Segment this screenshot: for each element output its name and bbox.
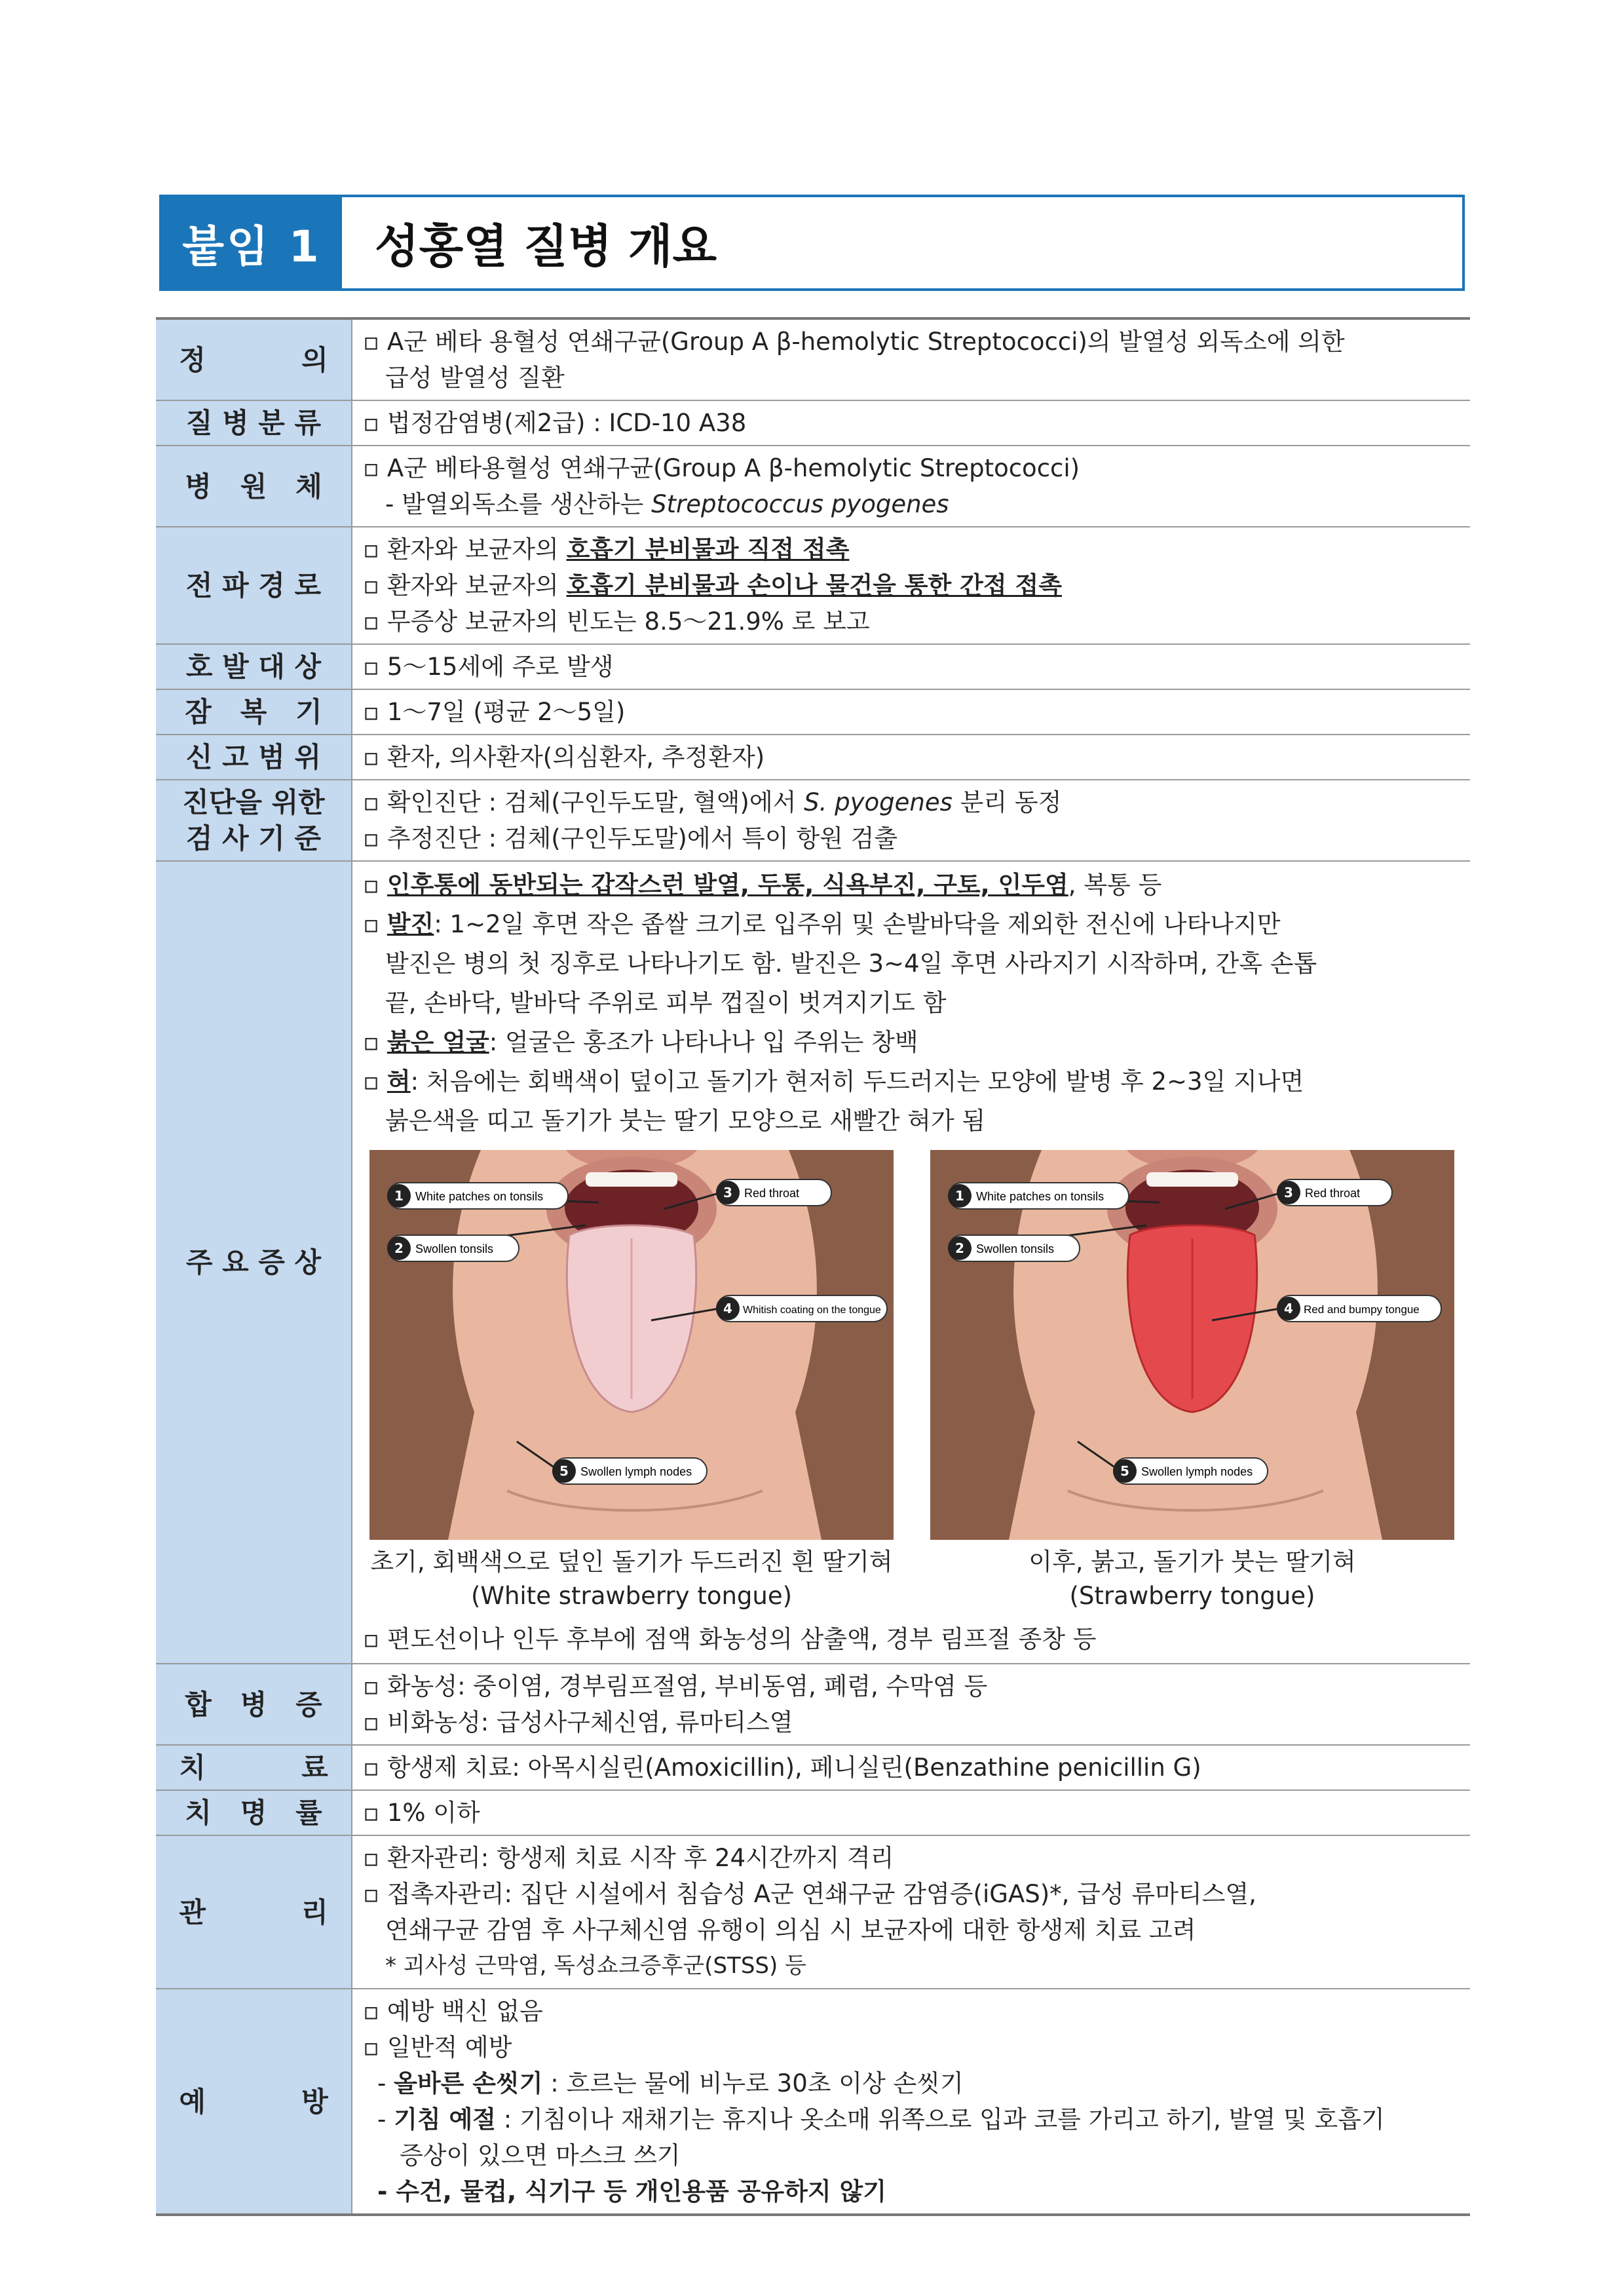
label-management: 관 리 — [156, 1835, 352, 1989]
row-complications — [156, 1664, 1470, 1745]
svg-text:1: 1 — [955, 1188, 964, 1204]
attachment-badge: 붙임 1 — [162, 197, 342, 288]
label-symptoms: 주 요 증 상 — [156, 861, 352, 1664]
prevention-line-2: ▫ 일반적 예방 — [363, 2033, 512, 2061]
svg-text:Swollen tonsils: Swollen tonsils — [976, 1242, 1055, 1255]
svg-text:Red throat: Red throat — [1305, 1187, 1361, 1200]
caption-right-2: (Strawberry tongue) — [1069, 1582, 1315, 1610]
row-transmission — [156, 527, 1470, 644]
svg-text:Red throat: Red throat — [744, 1187, 800, 1200]
svg-text:5: 5 — [559, 1463, 569, 1479]
callout-3 — [1277, 1179, 1392, 1206]
label-diagnosis: 진단을 위한 검 사 기 준 — [156, 780, 352, 861]
prevention-line-4: - 기침 예절 : 기침이나 재채기는 휴지나 옷소매 위쪽으로 입과 코를 가리고 하기, 발열 및 호흡기 — [377, 2105, 1385, 2133]
symptom-2: ▫ 발진: 1~2일 후면 작은 좁쌀 크기로 입주위 및 손발바닥을 제외한 전신에 나타나지만 — [363, 910, 1281, 938]
callout-2 — [948, 1235, 1080, 1261]
label-pathogen: 병 원 체 — [156, 446, 352, 527]
symptom-3: ▫ 붉은 얼굴: 얼굴은 홍조가 나타나나 입 주위는 창백 — [363, 1028, 918, 1056]
label-definition: 정 의 — [156, 318, 352, 400]
definition-line-1: ▫ A군 베타 용혈성 연쇄구균(Group A β-hemolytic Streptococci)의 발열성 외독소에 의한 — [363, 328, 1345, 356]
svg-text:White patches on tonsils: White patches on tonsils — [415, 1190, 544, 1203]
svg-text:1: 1 — [394, 1188, 404, 1204]
management-line-2: ▫ 접촉자관리: 집단 시설에서 침습성 A군 연쇄구균 감염증(iGAS)*, 급성 류마티스열, — [363, 1880, 1256, 1908]
label-fatality: 치 명 률 — [156, 1790, 352, 1835]
callout-5 — [1113, 1458, 1268, 1484]
transmission-line-2: ▫ 환자와 보균자의 호흡기 분비물과 손이나 물건을 통한 간접 접촉 — [363, 571, 1062, 600]
indirect-contact-text: 호흡기 분비물과 손이나 물건을 통한 간접 접촉 — [566, 571, 1062, 600]
svg-text:Swollen lymph nodes: Swollen lymph nodes — [1141, 1465, 1253, 1478]
row-diagnosis — [156, 780, 1470, 861]
row-prevention — [156, 1989, 1470, 2215]
row-management — [156, 1835, 1470, 1989]
svg-text:Swollen lymph nodes: Swollen lymph nodes — [580, 1465, 692, 1478]
prevention-line-5: 증상이 있으면 마스크 쓰기 — [400, 2141, 681, 2170]
caption-left-2: (White strawberry tongue) — [470, 1582, 793, 1610]
svg-text:Swollen tonsils: Swollen tonsils — [415, 1242, 494, 1255]
fatality-line: ▫ 1% 이하 — [363, 1799, 480, 1827]
transmission-line-3: ▫ 무증상 보균자의 빈도는 8.5～21.9% 로 보고 — [363, 607, 870, 636]
symptom-2-cont-1: 발진은 병의 첫 징후로 나타나기도 함. 발진은 3~4일 후면 사라지기 시작하며, 간혹 손톱 — [385, 949, 1317, 978]
svg-text:White patches on tonsils: White patches on tonsils — [976, 1190, 1105, 1203]
svg-text:3: 3 — [723, 1185, 732, 1200]
callout-4 — [716, 1295, 887, 1322]
callout-3 — [716, 1179, 831, 1206]
caption-right-1: 이후, 붉고, 돌기가 붓는 딸기혀 — [1029, 1548, 1356, 1576]
complications-line-2: ▫ 비화농성: 급성사구체신염, 류마티스열 — [363, 1708, 793, 1736]
prevention-line-6: - 수건, 물컵, 식기구 등 개인용품 공유하지 않기 — [377, 2177, 886, 2206]
tongue-figures — [369, 1150, 1454, 1613]
incubation-line: ▫ 1～7일 (평균 2～5일) — [363, 698, 626, 726]
transmission-line-1: ▫ 환자와 보균자의 호흡기 분비물과 직접 접촉 — [363, 535, 850, 564]
report-line: ▫ 환자, 의사환자(의심환자, 추정환자) — [363, 743, 765, 771]
symptom-1: ▫ 인후통에 동반되는 갑작스런 발열, 두통, 식욕부진, 구토, 인두염, 복통 등 — [363, 871, 1162, 899]
red-tongue-illustration — [930, 1150, 1454, 1540]
page-title: 성홍열 질병 개요 — [375, 220, 717, 273]
callout-5 — [552, 1458, 707, 1484]
row-symptoms — [156, 861, 1470, 1664]
callout-1 — [948, 1183, 1129, 1209]
label-report: 신 고 범 위 — [156, 735, 352, 780]
diagnosis-line-1: ▫ 확인진단 : 검체(구인두도말, 혈액)에서 S. pyogenes 분리 동정 — [363, 788, 1062, 816]
label-treatment: 치 료 — [156, 1745, 352, 1790]
label-complications: 합 병 증 — [156, 1664, 352, 1745]
management-line-1: ▫ 환자관리: 항생제 치료 시작 후 24시간까지 격리 — [363, 1844, 894, 1872]
callout-1 — [387, 1183, 568, 1209]
pathogen-line-2: - 발열외독소를 생산하는 Streptococcus pyogenes — [385, 490, 949, 518]
classification-line: ▫ 법정감염병(제2급) : ICD-10 A38 — [363, 409, 747, 437]
svg-text:4: 4 — [723, 1301, 732, 1316]
svg-text:Whitish coating on the tongue: Whitish coating on the tongue — [743, 1305, 881, 1316]
svg-text:4: 4 — [1284, 1301, 1293, 1316]
label-prevention: 예 방 — [156, 1989, 352, 2215]
treatment-line: ▫ 항생제 치료: 아목시실린(Amoxicillin), 페니실린(Benzathine penicillin G) — [363, 1753, 1201, 1782]
row-incubation — [156, 689, 1470, 735]
figure-strawberry-tongue — [930, 1150, 1454, 1613]
definition-line-2: 급성 발열성 질환 — [385, 364, 565, 392]
species-name: Streptococcus pyogenes — [651, 490, 949, 518]
svg-text:2: 2 — [955, 1240, 964, 1256]
overview-table — [156, 317, 1470, 2216]
row-report — [156, 735, 1470, 780]
symptom-5: ▫ 편도선이나 인두 후부에 점액 화농성의 삼출액, 경부 림프절 종창 등 — [363, 1625, 1097, 1653]
direct-contact-text: 호흡기 분비물과 직접 접촉 — [566, 535, 850, 564]
callout-4 — [1277, 1295, 1441, 1322]
title-box — [159, 195, 1465, 291]
row-target — [156, 644, 1470, 689]
white-tongue-illustration — [369, 1150, 894, 1540]
figure-white-strawberry-tongue — [369, 1150, 894, 1613]
row-treatment — [156, 1745, 1470, 1790]
management-footnote: * 괴사성 근막염, 독성쇼크증후군(STSS) 등 — [385, 1953, 806, 1979]
label-transmission: 전 파 경 로 — [156, 527, 352, 644]
row-fatality — [156, 1790, 1470, 1835]
row-definition — [156, 318, 1470, 400]
prevention-line-3: - 올바른 손씻기 : 흐르는 물에 비누로 30초 이상 손씻기 — [377, 2069, 964, 2097]
row-pathogen — [156, 446, 1470, 527]
prevention-line-1: ▫ 예방 백신 없음 — [363, 1997, 543, 2025]
label-classification: 질 병 분 류 — [156, 400, 352, 446]
svg-text:Red and bumpy tongue: Red and bumpy tongue — [1304, 1303, 1420, 1316]
callout-2 — [387, 1235, 519, 1261]
management-line-3: 연쇄구균 감염 후 사구체신염 유행이 의심 시 보균자에 대한 항생제 치료 고려 — [385, 1916, 1196, 1944]
target-line: ▫ 5～15세에 주로 발생 — [363, 653, 614, 681]
label-target: 호 발 대 상 — [156, 644, 352, 689]
complications-line-1: ▫ 화농성: 중이염, 경부림프절염, 부비동염, 폐렴, 수막염 등 — [363, 1672, 988, 1700]
svg-text:5: 5 — [1120, 1463, 1129, 1479]
diagnosis-line-2: ▫ 추정진단 : 검체(구인두도말)에서 특이 항원 검출 — [363, 824, 898, 852]
row-classification — [156, 400, 1470, 446]
symptom-2-cont-2: 끝, 손바닥, 발바닥 주위로 피부 껍질이 벗겨지기도 함 — [385, 989, 947, 1017]
label-incubation: 잠 복 기 — [156, 689, 352, 735]
symptom-4-cont: 붉은색을 띠고 돌기가 붓는 딸기 모양으로 새빨간 혀가 됨 — [385, 1107, 986, 1135]
svg-text:3: 3 — [1284, 1185, 1293, 1200]
caption-left-1: 초기, 회백색으로 덮인 돌기가 두드러진 흰 딸기혀 — [370, 1548, 893, 1576]
pathogen-line-1: ▫ A군 베타용혈성 연쇄구균(Group A β-hemolytic Streptococci) — [363, 454, 1080, 482]
svg-text:2: 2 — [394, 1240, 404, 1256]
symptom-4: ▫ 혀: 처음에는 회백색이 덮이고 돌기가 현저히 두드러지는 모양에 발병 후 2~3일 지나면 — [363, 1067, 1304, 1096]
